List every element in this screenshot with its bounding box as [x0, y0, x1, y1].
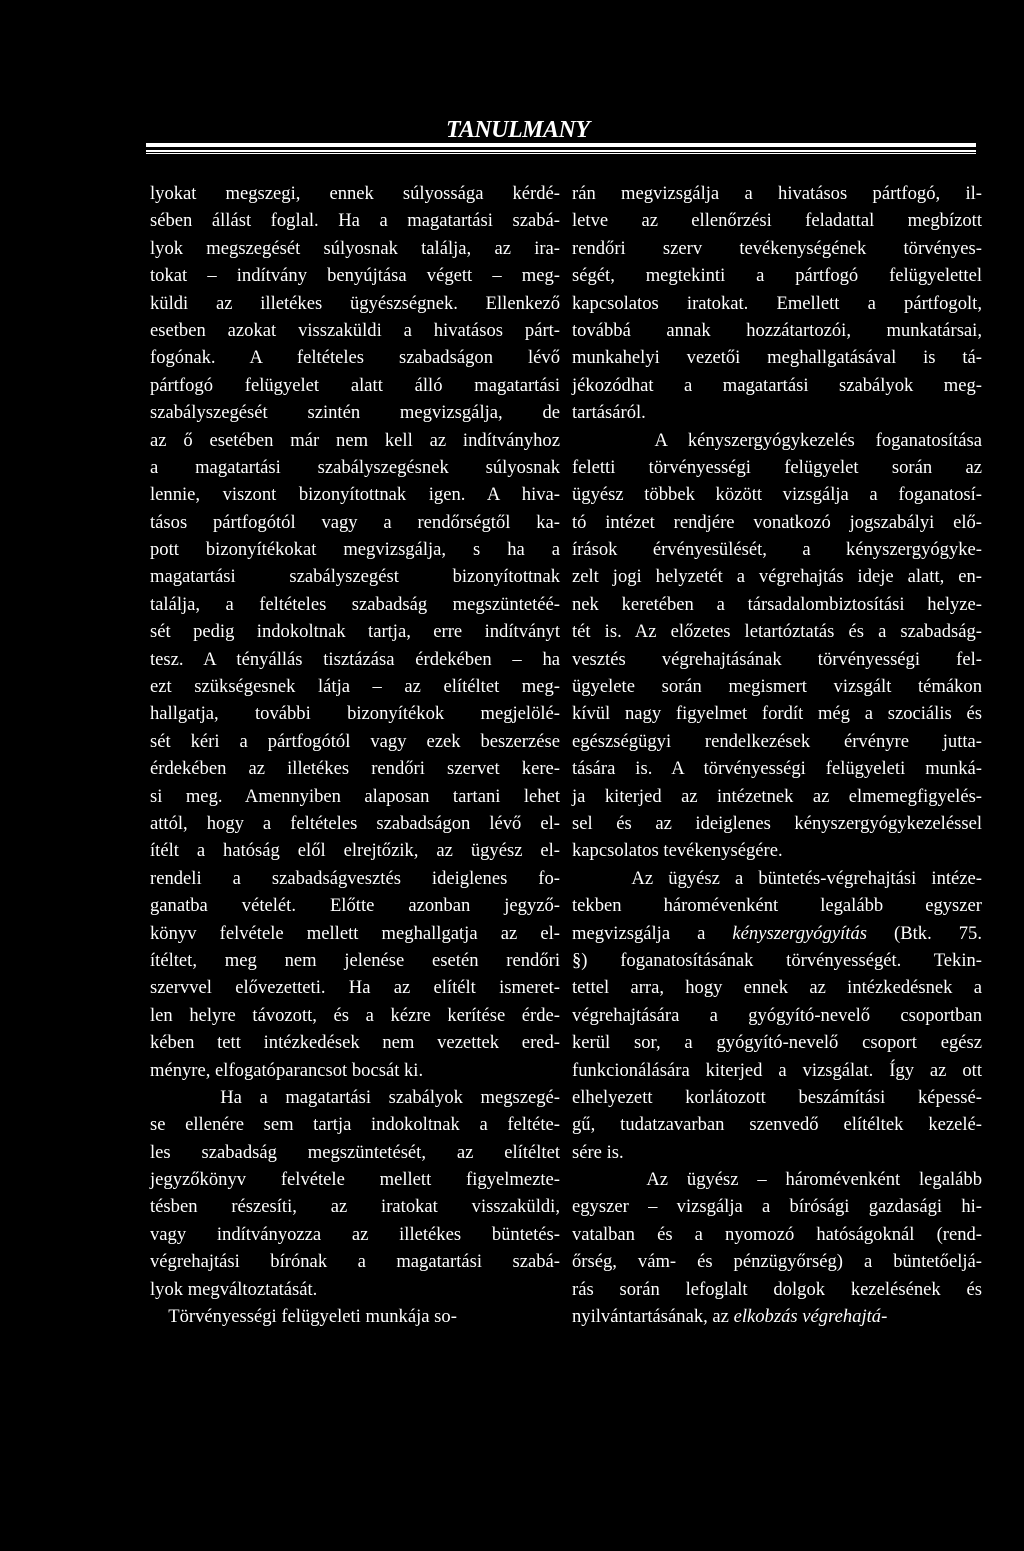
left-column-line: találja, a feltételes szabadság megszüntetéé- — [150, 593, 560, 615]
left-column-line: rendeli a szabadságvesztés ideiglenes fo- — [150, 867, 560, 889]
right-column-line: jékozódhat a magatartási szabályok meg- — [572, 374, 982, 396]
left-column-line: tésben részesíti, az iratokat visszaküldi, — [150, 1196, 560, 1218]
right-column-line: sel és az ideiglenes kényszergyógykezeléssel — [572, 812, 982, 834]
right-column-line: ségét, megtekinti a pártfogó felügyelettel — [572, 265, 982, 287]
header-rule-thick — [146, 143, 976, 147]
left-column-line: végrehajtási bírónak a magatartási szabá- — [150, 1251, 560, 1273]
right-column-line: vatalban és a nyomozó hatóságoknál (rend- — [572, 1223, 982, 1245]
right-column-line: megvizsgálja a kényszergyógyítás (Btk. 75. — [572, 922, 982, 944]
right-column-line: tettel arra, hogy ennek az intézkedésnek a — [572, 977, 982, 999]
right-column-line: továbbá annak hozzátartozói, munkatársai, — [572, 319, 982, 341]
right-column-line: kerül sor, a gyógyító-nevelő csoport egész — [572, 1032, 982, 1054]
left-column-line: pártfogó felügyelet alatt álló magatartási — [150, 374, 560, 396]
right-column-line: egyszer – vizsgálja a bírósági gazdasági hi- — [572, 1196, 982, 1218]
right-column-line: egészségügyi rendelkezések érvényre jutta- — [572, 730, 982, 752]
left-column-line: tásos pártfogótól vagy a rendőrségtől ka- — [150, 511, 560, 533]
left-column-line: érdekében az illetékes rendőri szervet kere- — [150, 758, 560, 780]
left-column-line: se ellenére sem tartja indokoltnak a feltéte- — [150, 1114, 560, 1136]
right-column-line: elhelyezett korlátozott beszámítási képessé- — [572, 1086, 982, 1108]
right-column-line: nyilvántartásának, az elkobzás végrehajtá- — [572, 1306, 888, 1328]
right-text-column — [572, 180, 982, 1330]
left-column-line: sében állást foglal. Ha a magatartási szabá- — [150, 210, 560, 232]
left-column-line: magatartási szabályszegést bizonyítottnak — [150, 566, 560, 588]
right-column-line: tására is. A törvényességi felügyeleti munká- — [572, 758, 982, 780]
right-column-line: rás során lefoglalt dolgok kezelésének és — [572, 1278, 982, 1300]
left-column-line: sét kéri a pártfogótól vagy ezek beszerzése — [150, 730, 560, 752]
right-column-line: ügyész többek között vizsgálja a foganatosí- — [572, 484, 982, 506]
left-column-line: pott bizonyítékokat megvizsgálja, s ha a — [150, 539, 560, 561]
left-column-line: szervvel elővezetteti. Ha az elítélt ismeret- — [150, 977, 560, 999]
right-column-line: ja kiterjed az intézetnek az elmemegfigyelés- — [572, 785, 982, 807]
left-column-line: ítéltet, meg nem jelenése esetén rendőri — [150, 949, 560, 971]
left-column-line: ítélt a hatóság elől elrejtőzik, az ügyész el- — [150, 840, 560, 862]
left-column-line: si meg. Amennyiben alaposan tartani lehet — [150, 785, 560, 807]
left-column-line: Törvényességi felügyeleti munkája so- — [150, 1306, 457, 1328]
left-column-line: szabályszegését szintén megvizsgálja, de — [150, 402, 560, 424]
section-title: TANULMANY — [446, 117, 590, 143]
left-column-line: ezt szükségesnek látja – az elítéltet meg- — [150, 676, 560, 698]
right-column-line: Az ügyész – háromévenként legalább — [572, 1169, 982, 1191]
right-column-line: §) foganatosításának törvényességét. Tekin- — [572, 949, 982, 971]
left-column-line: len helyre távozott, és a kézre kerítése érde- — [150, 1004, 560, 1026]
right-column-line: A kényszergyógykezelés foganatosítása — [572, 429, 982, 451]
left-column-line: tesz. A tényállás tisztázása érdekében – ha — [150, 648, 560, 670]
left-column-line: fogónak. A feltételes szabadságon lévő — [150, 347, 560, 369]
right-column-line: vesztés végrehajtásának törvényességi fel- — [572, 648, 982, 670]
left-column-line: lyokat megszegi, ennek súlyossága kérdé- — [150, 183, 560, 204]
left-text-column — [150, 180, 560, 1330]
right-column-line: rán megvizsgálja a hivatásos pártfogó, il- — [572, 183, 982, 204]
right-column-line: zelt jogi helyzetét a végrehajtás ideje alatt, en- — [572, 566, 982, 588]
left-column-line: vagy indítványozza az illetékes büntetés- — [150, 1223, 560, 1245]
left-column-line: a magatartási szabályszegésnek súlyosnak — [150, 456, 560, 478]
right-column-line: írások érvényesülését, a kényszergyógyke- — [572, 539, 982, 561]
left-column-line: attól, hogy a feltételes szabadságon lévő el- — [150, 812, 560, 834]
right-column-line: ügyelete során megismert vizsgált témákon — [572, 676, 982, 698]
left-column-line: könyv felvétele mellett meghallgatja az el- — [150, 922, 560, 944]
left-column-line: lyok megváltoztatását. — [150, 1278, 318, 1300]
left-column-line: les szabadság megszüntetését, az elítéltet — [150, 1141, 560, 1163]
right-column-line: kapcsolatos iratokat. Emellett a pártfogolt, — [572, 292, 982, 314]
right-column-line: letve az ellenőrzési feladattal megbízott — [572, 210, 982, 232]
left-column-line: hallgatja, további bizonyítékok megjelölé- — [150, 703, 560, 725]
left-column-line: ményre, elfogatóparancsot bocsát ki. — [150, 1059, 424, 1081]
left-column-line: jegyzőkönyv felvétele mellett figyelmezte- — [150, 1169, 560, 1191]
left-column-line: lyok megszegését súlyosnak találja, az ira- — [150, 237, 560, 259]
header-rule-thin — [146, 150, 976, 152]
right-column-line: tekben háromévenként legalább egyszer — [572, 895, 982, 917]
left-column-line: lennie, viszont bizonyítottnak igen. A hiva- — [150, 484, 560, 506]
left-column-line: küldi az illetékes ügyészségnek. Ellenkező — [150, 292, 560, 314]
left-column-line: kében tett intézkedések nem vezettek ered- — [150, 1032, 560, 1054]
right-column-line: kívül nagy figyelmet fordít még a szociális és — [572, 703, 982, 725]
left-column-line: Ha a magatartási szabályok megszegé- — [150, 1086, 560, 1108]
left-column-line: esetben azokat visszaküldi a hivatásos párt- — [150, 319, 560, 341]
right-column-line: tét is. Az előzetes letartóztatás és a szabadság- — [572, 621, 982, 643]
right-column-line: funkcionálására kiterjed a vizsgálat. Így az ott — [572, 1059, 982, 1081]
right-column-line: tó intézet rendjére vonatkozó jogszabályi elő- — [572, 511, 982, 533]
right-column-line: végrehajtására a gyógyító-nevelő csoportban — [572, 1004, 982, 1026]
right-column-line: sére is. — [572, 1141, 624, 1163]
left-column-line: tokat – indítvány benyújtása végett – meg- — [150, 265, 560, 287]
right-column-line: rendőri szerv tevékenységének törvényes- — [572, 237, 982, 259]
left-column-line: az ő esetében már nem kell az indítványhoz — [150, 429, 560, 451]
right-column-line: feletti törvényességi felügyelet során az — [572, 456, 982, 478]
right-column-line: gű, tudatzavarban szenvedő elítéltek kezelé- — [572, 1114, 982, 1136]
header-rule-hairline — [146, 153, 976, 154]
right-column-line: munkahelyi vezetői meghallgatásával is tá- — [572, 347, 982, 369]
right-column-line: kapcsolatos tevékenységére. — [572, 840, 783, 862]
right-column-line: nek keretében a társadalombiztosítási helyze- — [572, 593, 982, 615]
right-column-line: tartásáról. — [572, 402, 646, 424]
left-column-line: ganatba vételét. Előtte azonban jegyző- — [150, 895, 560, 917]
left-column-line: sét pedig indokoltnak tartja, erre indítványt — [150, 621, 560, 643]
right-column-line: őrség, vám- és pénzügyőrség) a büntetőeljá- — [572, 1251, 982, 1273]
right-column-line: Az ügyész a büntetés-végrehajtási intéze- — [572, 867, 982, 889]
